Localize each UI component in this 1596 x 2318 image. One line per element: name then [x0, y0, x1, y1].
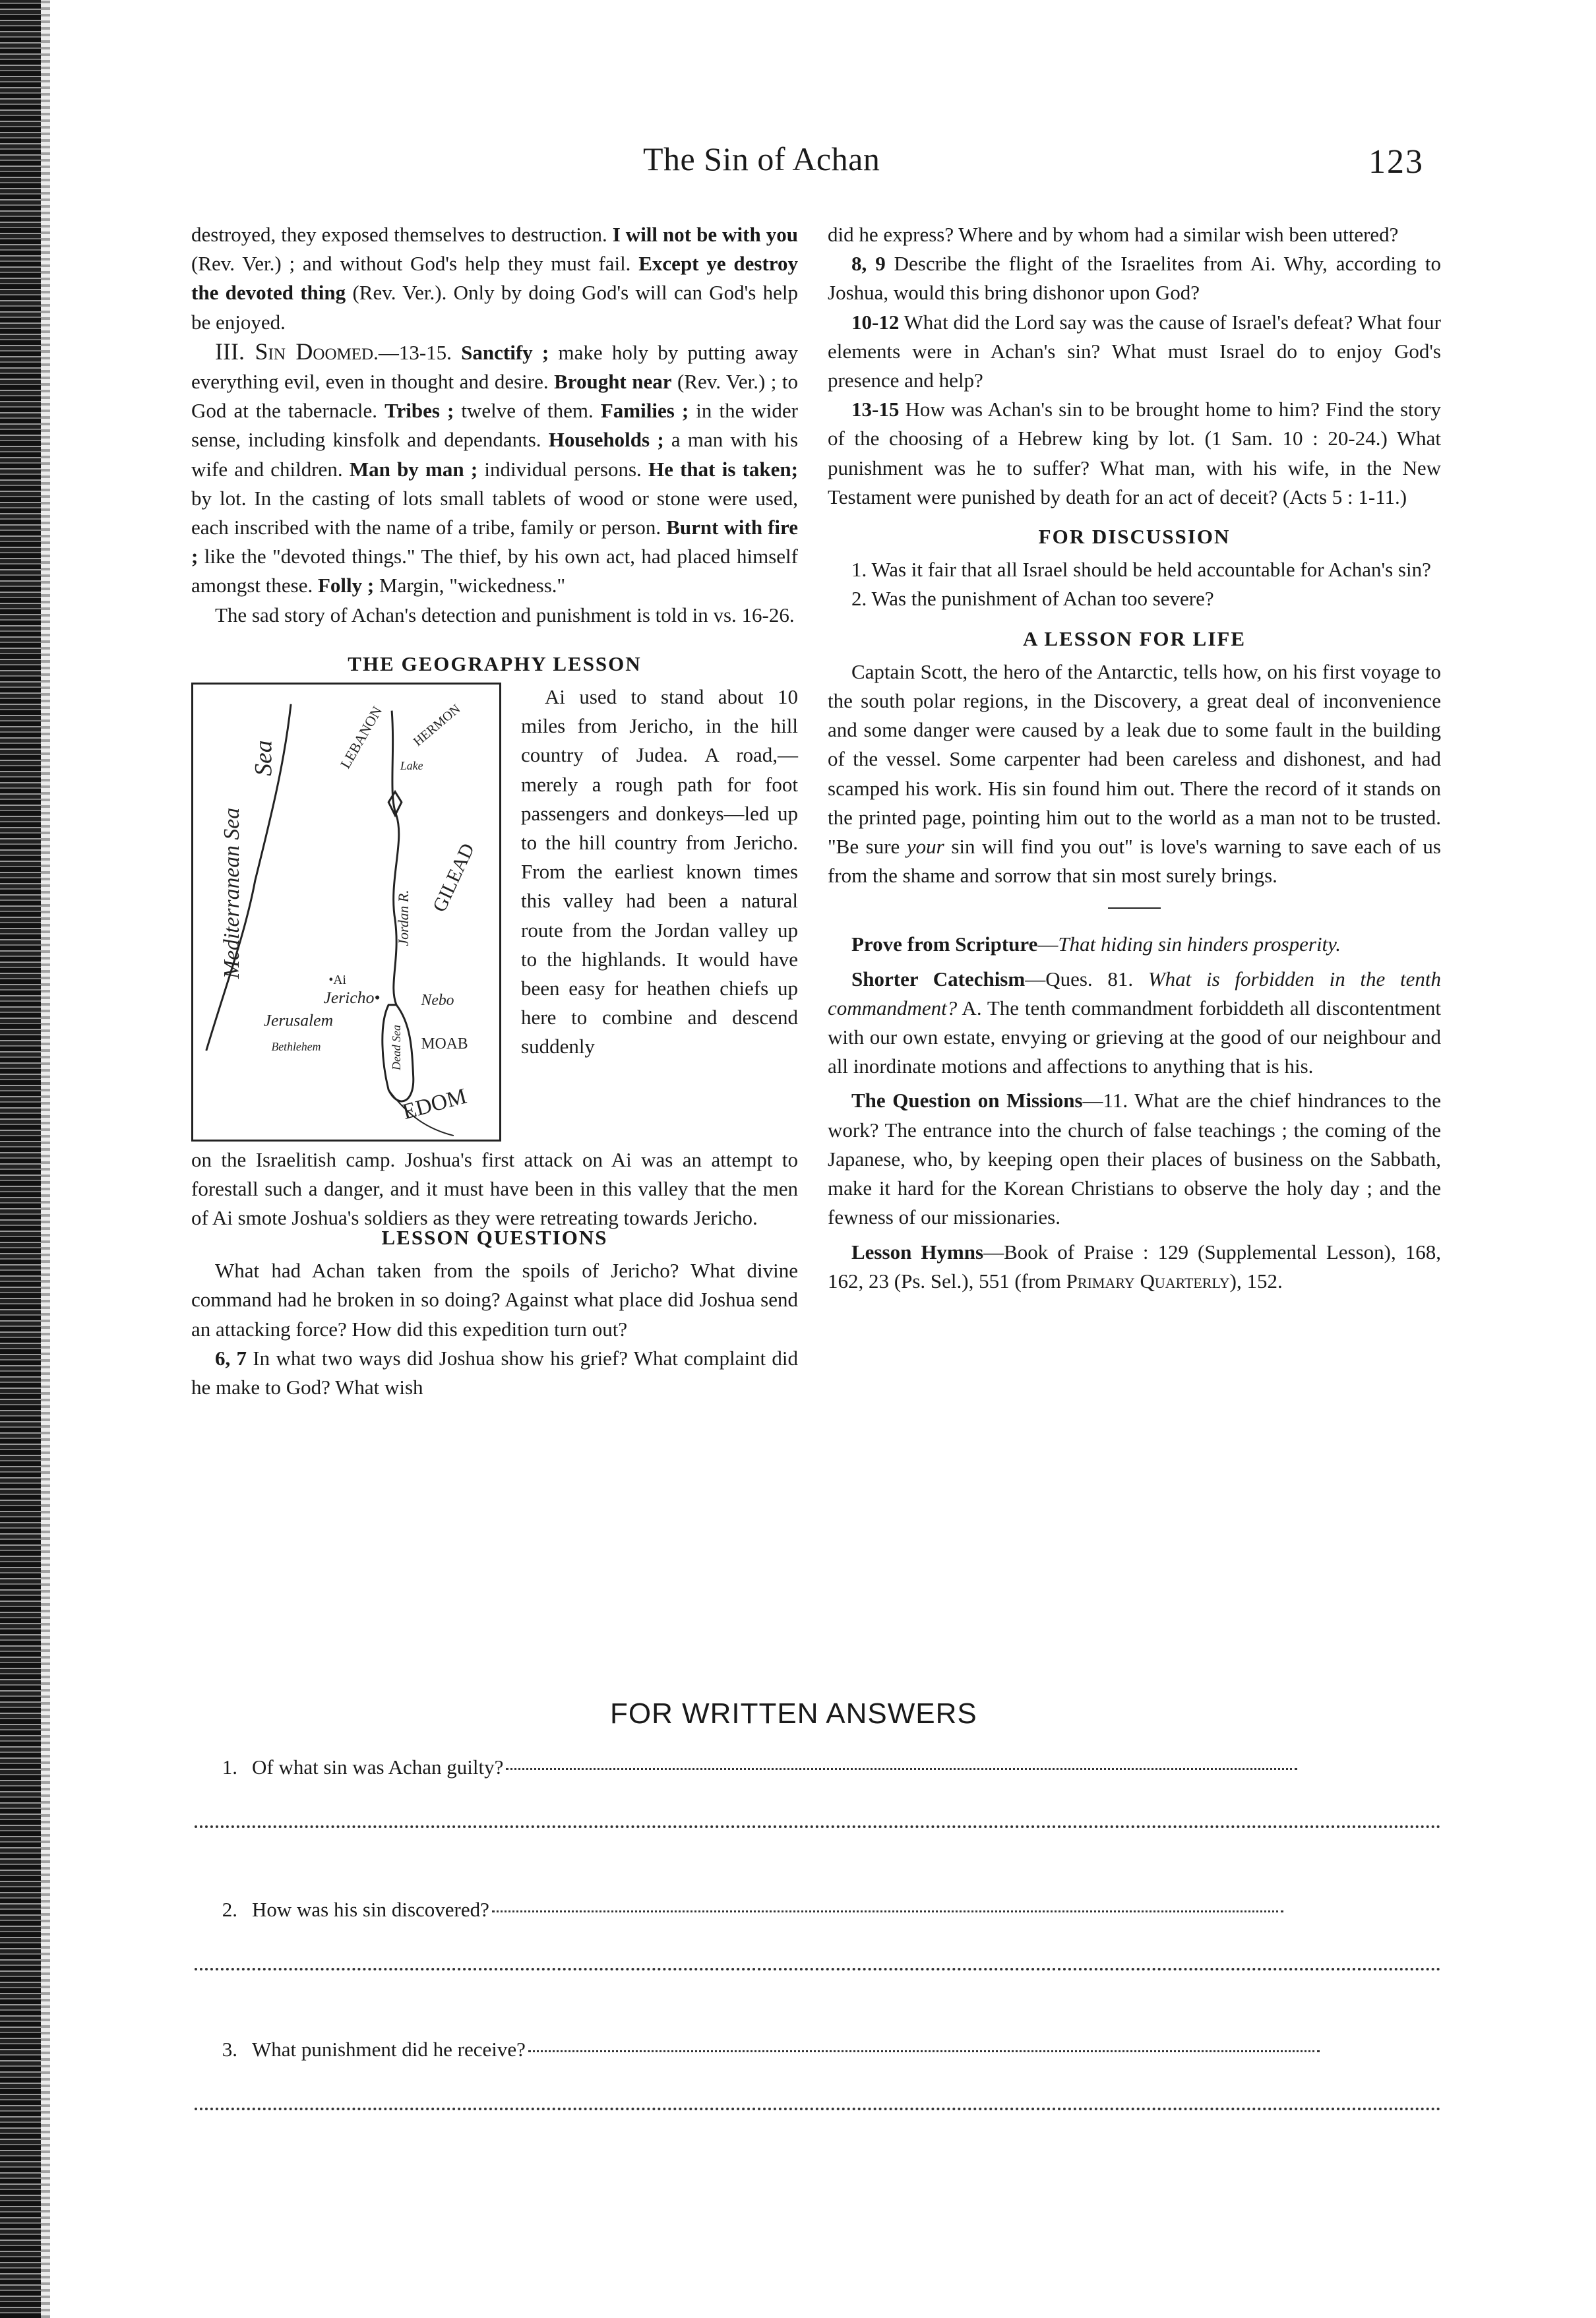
question-paragraph-1: What had Achan taken from the spoils of Jericho? What divine command had he broken in so doing? Against what place did Joshua send an attacking force? How did this expedition turn out?: [191, 1259, 798, 1341]
paragraph-story-reference: The sad story of Achan's detection and punishment is told in vs. 16-26.: [215, 603, 795, 626]
discussion-item-1: 1. Was it fair that all Israel should be held accountable for Achan's sin?: [851, 558, 1431, 582]
lebanon-label: LEBANON: [337, 704, 386, 772]
answer-blank-2[interactable]: [492, 1910, 1283, 1912]
section-divider: [1108, 907, 1161, 909]
section-sin-doomed: III. Sin Doomed.—13-15. Sanctify ; make holy by putting away everything evil, even in thought and desire. Brought near (Rev. Ver.) ; to God at the tabernacle. Tribes ; twelve of them. Families ; in the wider sense, including kinsfolk and dependants. Households ; a man with his wife and children. Man by man ; individual persons. He that is taken; by lot. In the casting of lots small tablets of wood or stone were used, each inscribed with the name of a tribe, family or person. Burnt with fire ; like the "devoted things." The thief, by his own act, had placed himself amongst these. Folly ; Margin, "wickedness.": [191, 338, 799, 597]
page-number: 123: [1368, 143, 1424, 181]
written-question-1: 1. Of what sin was Achan guilty?: [191, 1755, 1441, 1779]
question-paragraph-2: 6, 7 In what two ways did Joshua show his grief? What complaint did he make to God? What wish: [191, 1346, 799, 1399]
discussion-item-2: 2. Was the punishment of Achan too severe?: [851, 587, 1214, 611]
dead-sea-label: Dead Sea: [389, 1025, 403, 1070]
written-answers-title: FOR WRITTEN ANSWERS: [610, 1697, 977, 1730]
section-title: Sin Doomed: [255, 338, 374, 365]
geography-heading: THE GEOGRAPHY LESSON: [348, 652, 642, 675]
geography-text: Ai used to stand about 10 miles from Jericho, in the hill country of Judea. A road,—merely a rough path for foot passengers and donkeys—led up to the hill country from Jericho. From the earliest known times this valley had been a natural route from the Jordan valley up to the highlands. It would have been easy for heathen chiefs up here to combine and descend suddenly: [521, 685, 798, 1058]
binding-shadow: [41, 0, 50, 2318]
prove-from-scripture: Prove from Scripture—That hiding sin hinders prosperity.: [851, 932, 1341, 956]
answer-blank-3[interactable]: [528, 2050, 1320, 2052]
bethlehem-label: Bethlehem: [271, 1040, 321, 1054]
moab-label: MOAB: [421, 1035, 468, 1053]
right-column: [828, 220, 1441, 1296]
geography-text-continued: on the Israelitish camp. Joshua's first attack on Ai was an attempt to forestall such a danger, and it must have been in this valley that the men of Ai smote Joshua's soldiers as they were retreating towards Jericho.: [191, 1148, 798, 1230]
palestine-map: [191, 683, 501, 1142]
answer-line-2b[interactable]: [195, 1968, 1441, 1970]
jordan-label: Jordan R.: [395, 890, 412, 946]
ai-label: •Ai: [328, 973, 346, 988]
lake-label: Lake: [400, 758, 423, 772]
jordan-river: [392, 711, 399, 1005]
written-question-2: 2. How was his sin discovered?: [191, 1898, 1441, 1922]
jerusalem-label: Jerusalem: [263, 1010, 334, 1030]
discussion-heading: FOR DISCUSSION: [1038, 525, 1231, 549]
answer-line-3b[interactable]: [195, 2108, 1441, 2110]
shorter-catechism: Shorter Catechism—Ques. 81. What is forbidden in the tenth commandment? A. The tenth commandment forbiddeth all discontentment with our own estate, envying or grieving at the good of our neighbour and all inordinate motions and affections to anything that is his.: [828, 967, 1441, 1078]
geography-lesson: [191, 683, 798, 1230]
paragraph-intro: destroyed, they exposed themselves to destruction. I will not be with you (Rev. Ver.) ; and without God's help they must fail. Except ye destroy the devoted thing (Rev. Ver.). Only by doing God's will can God's help be enjoyed.: [191, 223, 798, 334]
gilead-label: GILEAD: [429, 840, 479, 915]
hermon-label: HERMON: [410, 702, 464, 750]
sea-label: Sea: [250, 740, 278, 776]
running-title: The Sin of Achan: [643, 140, 880, 177]
book-binding-edge: [0, 0, 41, 2318]
map-drawing: [193, 685, 499, 1140]
mediterranean-label: Mediterranean Sea: [220, 807, 245, 979]
left-column: [191, 220, 798, 1402]
edom-label: EDOM: [400, 1083, 470, 1125]
question-paragraph-4: 10-12 What did the Lord say was the cause of Israel's defeat? What four elements were in Achan's sin? What must Israel do to enjoy God's presence and help?: [828, 310, 1441, 392]
coastline: [206, 704, 291, 1051]
answer-blank-1[interactable]: [506, 1768, 1297, 1770]
lesson-hymns: Lesson Hymns—Book of Praise : 129 (Supplemental Lesson), 168, 162, 23 (Ps. Sel.), 551 (from Primary Quarterly), 152.: [828, 1240, 1442, 1293]
jericho-label: Jericho•: [323, 987, 381, 1007]
nebo-label: Nebo: [421, 991, 454, 1009]
life-lesson-text: Captain Scott, the hero of the Antarctic, tells how, on his first voyage to the south polar regions, in the Discovery, a great deal of inconvenience and some danger were caused by a leak due to some fault in the building of the vessel. Some carpenter had been careless and dishonest, and had scamped his work. His sin found him out. There the record of it stands on the printed page, pointing him out to the world as a man not to be trusted. "Be sure your sin will find you out" is love's warning to save each of us from the shame and sorrow that sin most surely brings.: [828, 659, 1441, 888]
question-on-missions: The Question on Missions—11. What are the chief hindrances to the work? The entrance into the church of false teachings ; the coming of the Japanese, who, by keeping open their places of business on the Sabbath, make it hard for the Korean Christians to observe the holy day ; and the fewness of our missionaries.: [828, 1089, 1441, 1229]
life-lesson-heading: A LESSON FOR LIFE: [1022, 626, 1246, 650]
question-paragraph-3: 8, 9 Describe the flight of the Israelites from Ai. Why, according to Joshua, would this bring dishonor upon God?: [828, 252, 1441, 305]
question-paragraph-5: 13-15 How was Achan's sin to be brought home to him? Find the story of the choosing of a Hebrew king by lot. (1 Sam. 10 : 20-24.) What punishment was he to suffer? What man, with his wife, in the New Testament were punished by death for an act of deceit? (Acts 5 : 1-11.): [828, 398, 1441, 508]
answer-line-1b[interactable]: [195, 1825, 1441, 1828]
questions-heading: LESSON QUESTIONS: [381, 1226, 608, 1250]
question-continued: did he express? Where and by whom had a similar wish been uttered?: [828, 223, 1399, 246]
written-question-3: 3. What punishment did he receive?: [191, 2038, 1441, 2061]
